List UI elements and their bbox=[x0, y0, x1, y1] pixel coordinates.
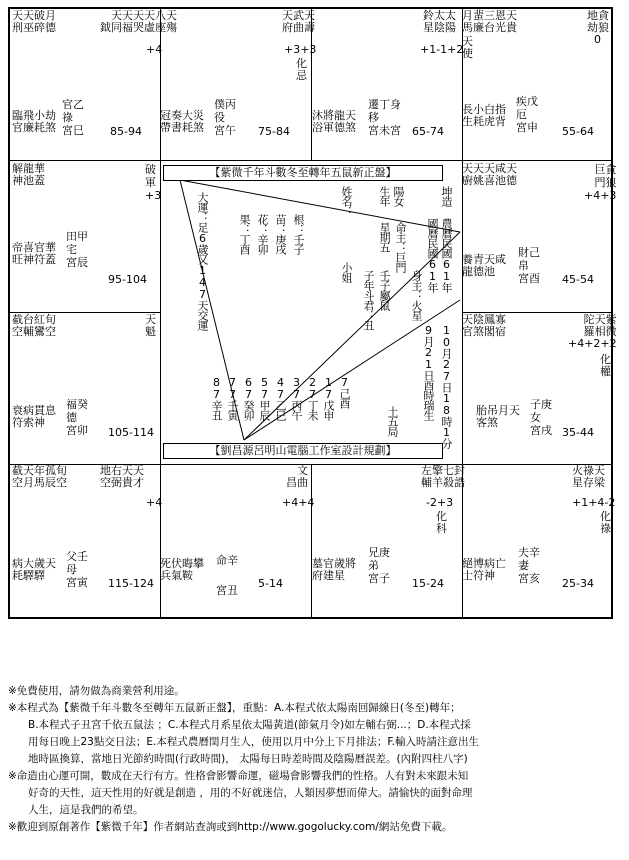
daxian-8: 17戊申 bbox=[322, 376, 335, 420]
xu-right-stars: 陀天紫 羅相微 +4+2+2 bbox=[568, 313, 617, 350]
chou-palace-label: 命辛 宮丑 bbox=[216, 554, 238, 597]
daxian-7: 27丁未 bbox=[306, 376, 319, 420]
name-value: 小姐 bbox=[340, 262, 353, 282]
zi-mod: -2+3 bbox=[426, 496, 454, 509]
chou-age: 5-14 bbox=[258, 577, 283, 590]
si-mod: +4 bbox=[146, 43, 163, 56]
shen-top-stars-1: 鈴太太 bbox=[423, 9, 456, 22]
chou-bottom-stars: 死伏晦攀 兵氣鞍 bbox=[160, 557, 204, 582]
dayun-text: 大運：足6歲又147天交運 bbox=[196, 192, 209, 330]
hai-hua: 化 祿 bbox=[600, 510, 611, 535]
shen-zhu: 身主：火星 bbox=[410, 270, 423, 320]
si-top-right-stars: 天天天天八天 鉞同福哭虛座殤 bbox=[100, 9, 177, 34]
daxian-3: 67癸卯 bbox=[242, 376, 255, 420]
note-line-5: 地時區換算，當地日光節約時間(行政時間)， 太陽每日時差時間及陰陽曆誤差。(內附四柱八字) bbox=[28, 753, 468, 765]
wei-mod: +3+3 bbox=[284, 43, 317, 56]
note-line-4: 用每日晚上23點交日法；E.本程式農曆閏月生人，使用以月中分上下月排法；F.輸入時請注意出生 bbox=[28, 736, 480, 748]
zi-hua: 化 科 bbox=[436, 510, 447, 535]
chen-right-stars: 破 軍 +3 bbox=[145, 163, 162, 202]
mao-age: 105-114 bbox=[108, 426, 154, 439]
you-right-stars: 巨貪 門狼 +4+3 bbox=[584, 163, 617, 202]
shen-right-stars: 地貪 劫狼 0 bbox=[587, 9, 609, 46]
name-label: 姓名： bbox=[340, 186, 353, 216]
zi-age: 15-24 bbox=[412, 577, 444, 590]
studio-credit-banner: 【劉昌源呂明山電腦工作室設計規劃】 bbox=[163, 443, 443, 459]
note-line-7: 好奇的天性，這天性用的好就是創造 ，用的不好就迷信，人類因夢想而偉大。請愉快的面對命理 bbox=[28, 787, 473, 799]
note-line-9: ※歡迎到原創著作【紫微千年】作者網站查詢或到http://www.gogolucky.com/網站免費下載。 bbox=[8, 821, 453, 833]
sizhu-fruit: 果：丁酉 bbox=[238, 214, 251, 254]
mao-palace-label: 福癸 德 宮卯 bbox=[66, 398, 88, 437]
wu-age: 75-84 bbox=[258, 125, 290, 138]
daxian-6: 37丙午 bbox=[290, 376, 303, 420]
note-line-1: ※免費使用，請勿做為商業營利用途。 bbox=[8, 685, 185, 697]
chart-title-banner: 【紫微千年斗數冬至轉年五鼠新正盤】 bbox=[163, 165, 443, 181]
mao-right-stars: 天 魁 bbox=[145, 313, 156, 338]
hai-top-stars: 火祿天 星存梁 bbox=[572, 464, 605, 489]
you-age: 45-54 bbox=[562, 273, 594, 286]
daxian-5: 47乙巳 bbox=[274, 376, 287, 420]
zi-top-stars: 左擎七封 輔羊殺誥 bbox=[421, 464, 465, 489]
xu-hua: 化 權 bbox=[600, 353, 611, 378]
you-bottom-stars: 養青天咸 龍德池 bbox=[462, 253, 506, 278]
hai-age: 25-34 bbox=[562, 577, 594, 590]
shen-top-stars-2: 星陰陽 bbox=[423, 21, 456, 34]
wei-hua: 化 忌 bbox=[296, 57, 307, 82]
note-line-2: ※本程式為【紫微千年斗數冬至轉年五鼠新正盤】，重點：A.本程式依太陽南回歸線日(冬至)轉年； bbox=[8, 702, 461, 714]
wu-bottom-stars: 冠奏大災 帶書耗煞 bbox=[160, 109, 204, 134]
chou-right-stars: 文 昌曲 bbox=[286, 464, 308, 489]
yin-bottom-stars: 病大歲天 耗驛驛 bbox=[12, 557, 56, 582]
chen-bottom-stars: 帝喜官華 旺神符蓋 bbox=[12, 241, 56, 266]
xu-age: 35-44 bbox=[562, 426, 594, 439]
shen-extra: 天 使 bbox=[462, 35, 473, 60]
xu-top-stars: 天陰鳳寡 官煞閣宿 bbox=[462, 313, 506, 338]
note-line-3: B.本程式子丑宮千依五鼠法 ；C.本程式月系星依太陽黃道(節氣月令)如左輔右弼...；D.本程式採 bbox=[28, 719, 471, 731]
lunar-calendar: 農曆民國61年 bbox=[440, 218, 453, 292]
wu-palace-label: 僕丙 役 宮午 bbox=[214, 98, 236, 137]
zi-nian-dou-jun: 子年斗君：丑 bbox=[362, 270, 375, 330]
daxian-2: 77壬寅 bbox=[226, 376, 239, 420]
xu-palace-label: 子庚 女 宮戌 bbox=[530, 398, 552, 437]
zodiac: 壬子屬鼠 bbox=[378, 270, 391, 310]
shen-age: 55-64 bbox=[562, 125, 594, 138]
mao-top-stars: 截台紅旬 空輔鸞空 bbox=[12, 313, 56, 338]
ming-zhu: 命主：巨門 bbox=[394, 222, 407, 272]
si-top-stars: 天天破月 刑巫碎德 bbox=[12, 9, 56, 34]
yin-right-stars: 地右天天 空弼貴才 bbox=[100, 464, 144, 489]
wu-ju: 土五局 bbox=[386, 406, 399, 436]
lunar-date: 9月21日酉時瑞生 bbox=[422, 324, 435, 420]
shen-bottom-stars: 長小白指 生耗虎背 bbox=[462, 103, 506, 128]
chou-mod: +4+4 bbox=[282, 496, 315, 509]
wei-bottom-stars: 沐將龍天 浴軍德煞 bbox=[312, 109, 356, 134]
wei-palace-label: 遷丁身 移 宮未宮 bbox=[368, 98, 401, 137]
chen-palace-label: 田甲 宅 宮辰 bbox=[66, 230, 88, 269]
solar-calendar: 國曆民國61年 bbox=[426, 218, 439, 292]
hai-bottom-stars: 絕博病亡 士符神 bbox=[462, 557, 506, 582]
notes-block bbox=[8, 683, 623, 836]
si-age: 85-94 bbox=[110, 125, 142, 138]
yin-mod: +4 bbox=[146, 496, 163, 509]
yang-nv: 陽女 bbox=[392, 186, 405, 206]
note-line-8: 人生，這是我們的希望。 bbox=[28, 804, 144, 816]
you-palace-label: 財己 帛 宮酉 bbox=[518, 246, 540, 285]
kun-zao: 坤造 bbox=[440, 186, 453, 206]
daxian-1: 87辛丑 bbox=[210, 376, 223, 420]
birth-year-label: 生年 bbox=[378, 186, 391, 206]
xu-bottom-stars: 胎吊月天 客煞 bbox=[476, 404, 520, 429]
yin-top-stars: 截天年孤旬 空月馬辰空 bbox=[12, 464, 67, 489]
si-bottom-stars: 臨飛小劫 官廉耗煞 bbox=[12, 109, 56, 134]
zi-bottom-stars: 墓官歲將 府建星 bbox=[312, 557, 356, 582]
chen-top-stars: 解龍華 神池蓋 bbox=[12, 162, 45, 187]
sizhu-seedling: 苗：庚戌 bbox=[274, 214, 287, 254]
you-top-stars: 天天天咸天 廚姚喜池德 bbox=[462, 162, 517, 187]
daxian-9: 7己酉 bbox=[338, 376, 351, 408]
wei-top-stars: 天武天 府曲壽 bbox=[282, 9, 315, 34]
hai-palace-label: 夫辛 妻 宮亥 bbox=[518, 546, 540, 585]
shen-mod: +1-1+2 bbox=[420, 43, 464, 56]
hai-mod: +1+4-2 bbox=[572, 496, 616, 509]
sizhu-flower: 花：辛卯 bbox=[256, 214, 269, 254]
solar-date: 10月27日18時1分 bbox=[440, 324, 453, 448]
daxian-4: 57甲辰 bbox=[258, 376, 271, 420]
yin-age: 115-124 bbox=[108, 577, 154, 590]
mao-bottom-stars: 衰病貫息 符索神 bbox=[12, 404, 56, 429]
shen-top-stars-3: 月蜚三恩天 馬廉台光貴 bbox=[462, 9, 517, 34]
yin-palace-label: 父壬 母 宮寅 bbox=[66, 550, 88, 589]
si-palace-label: 官乙 祿 宮巳 bbox=[62, 98, 84, 137]
sizhu-root: 根：壬子 bbox=[292, 214, 305, 254]
shen-palace-label: 疾戊 厄 宮申 bbox=[516, 95, 538, 134]
wei-age: 65-74 bbox=[412, 125, 444, 138]
note-line-6: ※命造由心運可開，數成在天行有方。性格會影響命運，磁場會影響我們的性格。人有對未來跟未知 bbox=[8, 770, 469, 782]
zi-palace-label: 兄庚 弟 宮子 bbox=[368, 546, 390, 585]
weekday: 星期五 bbox=[378, 222, 391, 252]
chen-age: 95-104 bbox=[108, 273, 147, 286]
